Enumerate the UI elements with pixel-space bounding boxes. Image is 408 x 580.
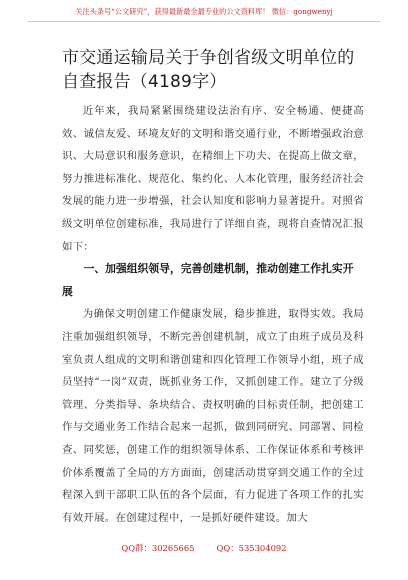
footer-contacts (0, 541, 408, 555)
section-heading-1: 一、加强组织领导，完善创建机制，推动创建工作扎实开展 (62, 262, 354, 298)
document-page (62, 46, 364, 529)
document-title: 市交通运输局关于争创省级文明单位的自查报告（4189字） (62, 48, 355, 92)
banner-divider (28, 21, 380, 22)
top-banner (0, 6, 408, 18)
banner-text: 关注头条号“公文研究”，获得最新最全最专业的公文资料库！ 微信：gongwenyj (75, 7, 333, 16)
footer-qq-group: QQ群：30265665 (121, 543, 195, 553)
footer-qq: QQ：535304092 (216, 543, 287, 553)
section-body-1: 为确保文明创建工作健康发展，稳步推进，取得实效。我局注重加强组织领导，不断完善创建机制，成立了由班子成员及科室负责人组成的文明和谐创建和四化管理工作领导小组，班子成员坚持“一岗”双责，既抓业务工作，又抓创建工作。建立了分级管理、分类指导、条块结合、责权明确的目标责任制，把创建工作与交通业务工作结合起来一起抓，做到同研究、同部署、同检查、同奖惩，创建工作的组织领导体系、工作保证体系和考核评价体系覆盖了全局的方方面面，创建活动贯穿到交通工作的全过程深入到干部职工队伍的各个层面，有力促进了各项工作的扎实有效开展。在创建过程中，一是抓好硬件建设。加大 (62, 308, 364, 524)
intro-paragraph: 近年来，我局紧紧围绕建设法治有序、安全畅通、便捷高效、诚信友爱、环境友好的文明和谐交通行业，不断增强政治意识、大局意识和服务意识，在精细上下功夫、在提高上做文章，努力推进标准化、规范化、集约化、人本化管理，服务经济社会发展的能力进一步增强，社会认知度和影响力显著提升。对照省级文明单位创建标准，我局进行了详细自查，现将自查情况汇报如下： (62, 105, 364, 253)
